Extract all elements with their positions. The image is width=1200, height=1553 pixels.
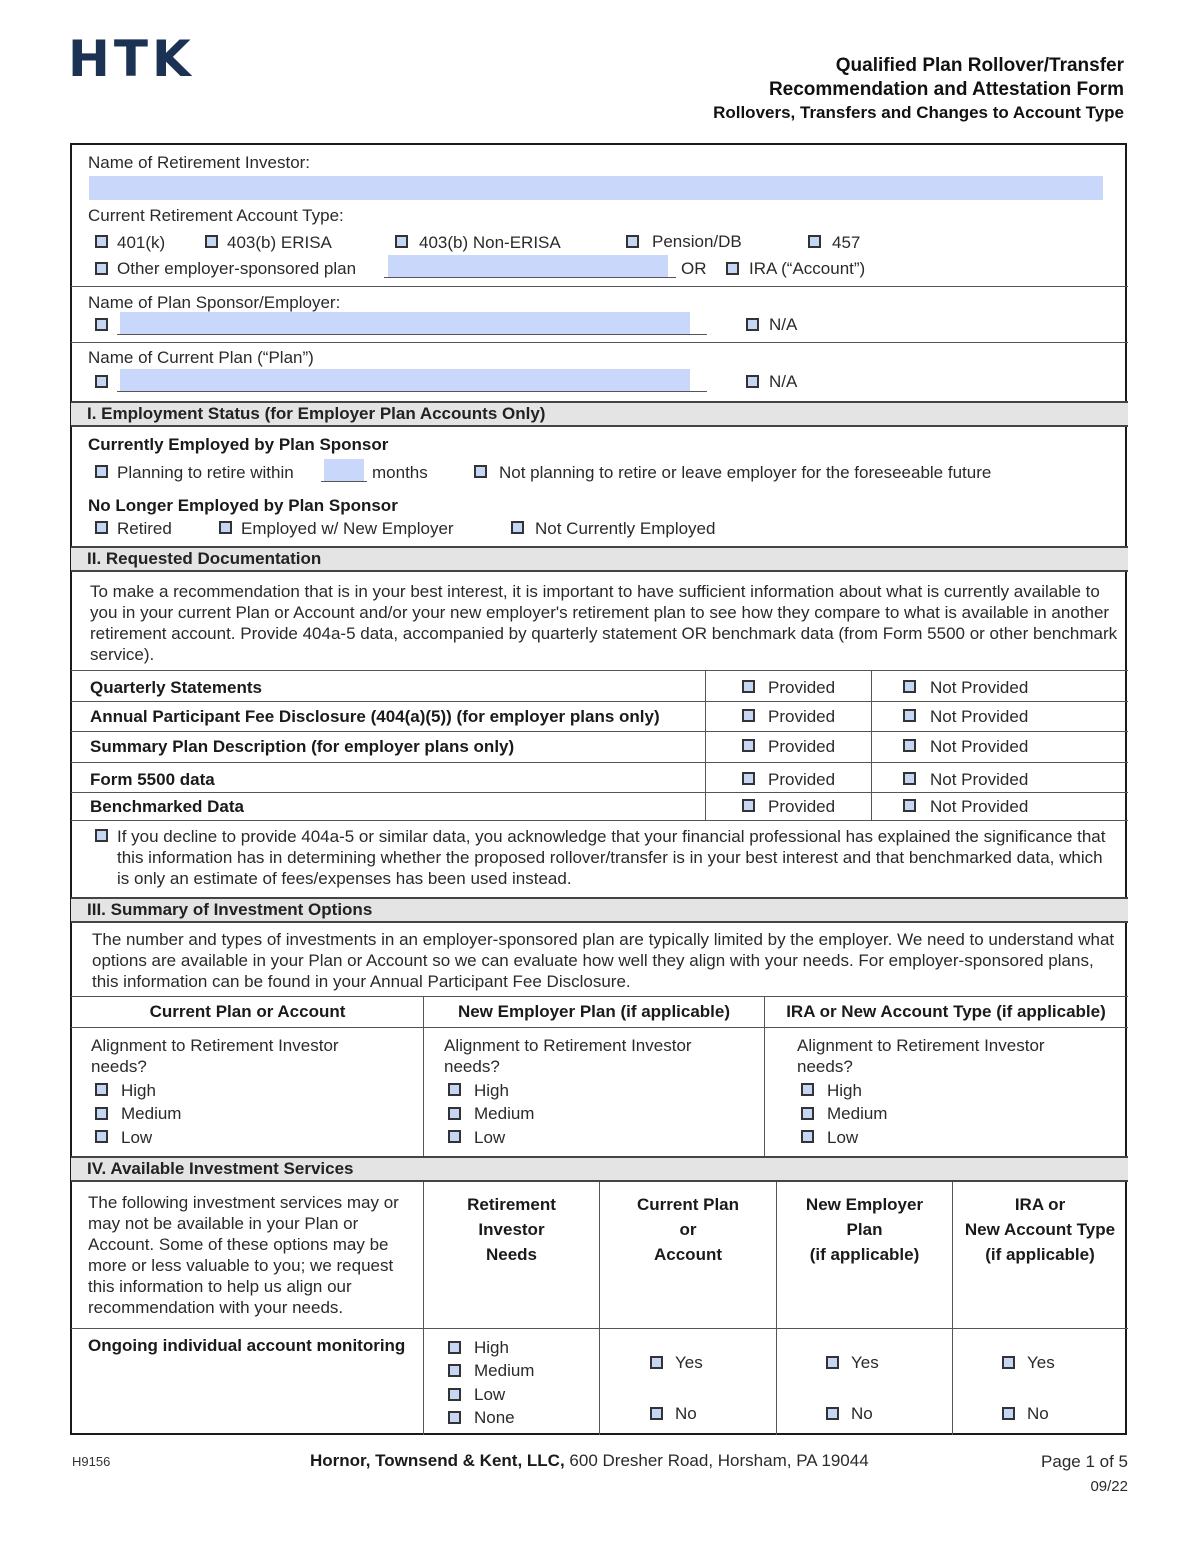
ira-yes-label: Yes [1027,1353,1055,1372]
investor-name-field[interactable] [89,176,1103,200]
checkbox-medium[interactable] [95,1107,108,1120]
col-ira-line: IRA or [1014,1195,1066,1214]
checkbox-not-employed[interactable] [511,521,524,534]
col-ira-line: (if applicable) [985,1245,1095,1264]
form-date: 09/22 [1090,1478,1128,1495]
divider [71,701,1128,702]
checkbox-plan[interactable] [95,375,108,388]
medium-label: Medium [474,1104,535,1123]
medium-label: Medium [121,1104,182,1123]
checkbox-need-none[interactable] [448,1411,461,1424]
sponsor-label: Name of Plan Sponsor/Employer: [88,293,341,312]
checkbox-provided[interactable] [742,680,755,693]
divider [71,820,1128,821]
footer-address [310,1450,869,1471]
divider [71,286,1128,287]
checkbox-not-provided[interactable] [903,799,916,812]
need-low-label: Low [474,1385,506,1404]
checkbox-provided[interactable] [742,772,755,785]
need-medium-label: Medium [474,1361,535,1380]
col-investor-needs-line: Investor [478,1220,545,1239]
checkbox-low[interactable] [801,1130,814,1143]
not-provided-label: Not Provided [930,770,1029,789]
other-plan-underline [384,277,676,278]
checkbox-provided[interactable] [742,799,755,812]
checkbox-need-high[interactable] [448,1341,461,1354]
checkbox-current-yes[interactable] [650,1356,663,1369]
option-pension-db-label: Pension/DB [652,232,742,251]
option-401k-label: 401(k) [117,233,166,252]
checkbox-need-low[interactable] [448,1388,461,1401]
sponsor-na-label: N/A [769,315,798,334]
low-label: Low [474,1128,506,1147]
col-new-employer-line: Plan [846,1220,883,1239]
divider [71,731,1128,732]
current-yes-label: Yes [675,1353,703,1372]
option-403b-erisa-label: 403(b) ERISA [227,233,332,252]
medium-label: Medium [827,1104,888,1123]
section-investment-services: IV. Available Investment Services [71,1156,1128,1182]
ira-no-label: No [1027,1404,1049,1423]
form-code: H9156 [72,1454,111,1469]
account-type-label: Current Retirement Account Type: [88,206,344,225]
section-employment-status: I. Employment Status (for Employer Plan Accounts Only) [71,401,1128,427]
sponsor-name-field[interactable] [120,312,690,334]
col-investor-needs [424,1192,599,1267]
col-ira-account-type [953,1192,1127,1267]
checkbox-403b-erisa[interactable] [205,235,218,248]
new-employer-yes-label: Yes [851,1353,879,1372]
checkbox-not-provided[interactable] [903,709,916,722]
checkbox-high[interactable] [801,1083,814,1096]
provided-label: Provided [768,797,836,816]
planning-retire-label: Planning to retire within [117,463,294,482]
section-investment-options: III. Summary of Investment Options [71,897,1128,923]
or-label: OR [681,259,707,278]
checkbox-new-employer-no[interactable] [826,1407,839,1420]
divider [71,762,1128,763]
need-none-label: None [474,1408,515,1427]
checkbox-current-no[interactable] [650,1407,663,1420]
col-new-employer-line: New Employer [805,1195,924,1214]
checkbox-ira-no[interactable] [1002,1407,1015,1420]
sponsor-underline [117,334,707,335]
services-intro: The following investment services may or may not be available in your Plan or Account. Some of these options may be more or less valuable to you; we request this information to help us align our recommendation with your needs. [88,1193,399,1317]
checkbox-medium[interactable] [801,1107,814,1120]
doc-row-label: Form 5500 data [90,770,215,789]
alignment-label: Alignment to Retirement Investor needs? [797,1036,1045,1076]
not-provided-label: Not Provided [930,707,1029,726]
investor-name-label: Name of Retirement Investor: [88,153,311,172]
col-current-plan: Current Plan or Account [149,1002,346,1021]
option-ira-account-label: IRA (“Account”) [749,259,866,278]
plan-underline [117,391,707,392]
option-457-label: 457 [832,233,861,252]
checkbox-high[interactable] [95,1083,108,1096]
not-employed-label: Not Currently Employed [535,519,716,538]
high-label: High [474,1081,509,1100]
checkbox-401k[interactable] [95,235,108,248]
option-other-plan-label: Other employer-sponsored plan [117,259,357,278]
col-current-plan-line: Current Plan [636,1195,740,1214]
form-scope: Rollovers, Transfers and Changes to Account Type [713,103,1124,122]
checkbox-457[interactable] [808,235,821,248]
not-provided-label: Not Provided [930,797,1029,816]
checkbox-low[interactable] [95,1130,108,1143]
low-label: Low [121,1128,153,1147]
provided-label: Provided [768,770,836,789]
col-investor-needs-line: Needs [485,1245,538,1264]
form-title: Qualified Plan Rollover/Transfer [835,55,1124,76]
other-plan-field[interactable] [388,255,668,277]
account-monitoring-label: Ongoing individual account monitoring [88,1336,406,1355]
col-investor-needs-line: Retirement [467,1195,556,1214]
section-requested-documentation: II. Requested Documentation [71,546,1128,572]
high-label: High [121,1081,156,1100]
doc-row-label: Annual Participant Fee Disclosure (404(a)(5)) (for employer plans only) [90,707,660,726]
retire-months-field[interactable] [324,459,364,481]
checkbox-plan-na[interactable] [746,375,759,388]
divider [71,1328,1128,1329]
new-employer-label: Employed w/ New Employer [241,519,454,538]
checkbox-other-plan[interactable] [95,262,108,275]
not-planning-label: Not planning to retire or leave employer for the foreseeable future [499,463,992,482]
form-subtitle: Recommendation and Attestation Form [768,79,1124,100]
checkbox-new-employer[interactable] [219,521,232,534]
plan-label: Name of Current Plan (“Plan”) [88,348,314,367]
checkbox-new-employer-yes[interactable] [826,1356,839,1369]
employed-heading: Currently Employed by Plan Sponsor [88,435,389,454]
provided-label: Provided [768,678,836,697]
checkbox-ira-yes[interactable] [1002,1356,1015,1369]
low-label: Low [827,1128,859,1147]
retire-months-underline [321,481,367,482]
company-name: Hornor, Townsend & Kent, LLC, [310,1451,565,1470]
checkbox-need-medium[interactable] [448,1364,461,1377]
divider [71,342,1128,343]
alignment-label: Alignment to Retirement Investor needs? [91,1036,339,1076]
checkbox-not-provided[interactable] [903,772,916,785]
checkbox-planning-retire[interactable] [95,465,108,478]
need-high-label: High [474,1338,509,1357]
current-no-label: No [675,1404,697,1423]
divider [71,792,1128,793]
checkbox-not-provided[interactable] [903,680,916,693]
documentation-intro: To make a recommendation that is in your best interest, it is important to have sufficient information about what is currently available to you in your current Plan or Account and/or your new employer's retirement plan to see how they compare to what is available in another retirement account. Provide 404a-5 data, accompanied by quarterly statement OR benchmark data (from Form 5500 or other benchmark service). [90,582,1118,664]
divider [71,670,1128,671]
checkbox-ira-account[interactable] [726,262,739,275]
checkbox-low[interactable] [448,1130,461,1143]
retired-label: Retired [117,519,172,538]
provided-label: Provided [768,737,836,756]
checkbox-provided[interactable] [742,709,755,722]
col-ira-new-account: IRA or New Account Type (if applicable) [786,1002,1106,1021]
checkbox-provided[interactable] [742,739,755,752]
checkbox-sponsor-na[interactable] [746,318,759,331]
checkbox-not-provided[interactable] [903,739,916,752]
doc-row-label: Summary Plan Description (for employer plans only) [90,737,515,756]
new-employer-no-label: No [851,1404,873,1423]
company-logo: HTK [68,30,195,88]
column-divider [705,670,706,820]
column-divider [871,670,872,820]
plan-name-field[interactable] [120,369,690,391]
company-address: 600 Dresher Road, Horsham, PA 19044 [569,1451,869,1470]
high-label: High [827,1081,862,1100]
investment-options-intro: The number and types of investments in an employer-sponsored plan are typically limited by the employer. We need to understand what options are available in your Plan or Account so we can evaluate how well they align with your needs. For employer-sponsored plans, this information can be found in your Annual Participant Fee Disclosure. [92,930,1115,991]
checkbox-high[interactable] [448,1083,461,1096]
col-current-plan-account [600,1192,776,1267]
months-label: months [372,463,428,482]
checkbox-decline-data[interactable] [95,829,108,842]
col-current-plan-line: or [679,1220,697,1239]
no-longer-employed-heading: No Longer Employed by Plan Sponsor [88,496,398,515]
divider [71,1027,1128,1028]
not-provided-label: Not Provided [930,737,1029,756]
not-provided-label: Not Provided [930,678,1029,697]
col-new-employer-plan: New Employer Plan (if applicable) [457,1002,731,1021]
col-current-plan-line: Account [654,1245,722,1264]
alignment-label: Alignment to Retirement Investor needs? [444,1036,692,1076]
col-new-employer-line: (if applicable) [809,1245,920,1264]
checkbox-medium[interactable] [448,1107,461,1120]
page-number: Page 1 of 5 [1041,1452,1128,1471]
plan-na-label: N/A [769,372,798,391]
checkbox-sponsor[interactable] [95,318,108,331]
checkbox-pension-db[interactable] [626,235,639,248]
doc-row-label: Quarterly Statements [90,678,262,697]
option-403b-non-erisa-label: 403(b) Non-ERISA [419,233,561,252]
checkbox-403b-non-erisa[interactable] [395,235,408,248]
checkbox-not-planning[interactable] [474,465,487,478]
col-new-employer [777,1192,952,1267]
decline-data-text: If you decline to provide 404a-5 or similar data, you acknowledge that your financial professional has explained the significance that this information has in determining whether the proposed rollover/transfer is in your best interest and that benchmarked data, which is only an estimate of fees/expenses has been used instead. [117,827,1106,888]
provided-label: Provided [768,707,836,726]
col-ira-line: New Account Type [964,1220,1116,1239]
divider [71,996,1128,997]
doc-row-label: Benchmarked Data [90,797,245,816]
checkbox-retired[interactable] [95,521,108,534]
